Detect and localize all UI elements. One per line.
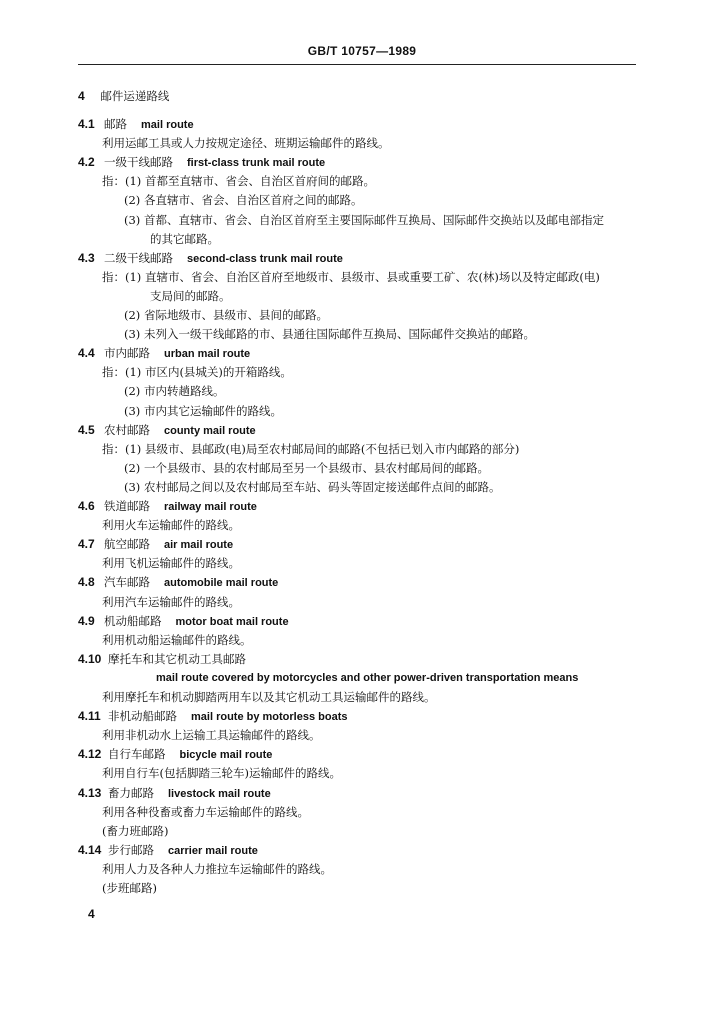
entry-definition-line: 指：(1) 直辖市、省会、自治区首府至地级市、县级市、县或重要工矿、农(林)场以及特定邮政(电) bbox=[102, 269, 600, 284]
entry-number: 4.13 bbox=[78, 785, 102, 800]
page-number: 4 bbox=[88, 907, 95, 921]
entry-definition-line: 利用机动船运输邮件的路线。 bbox=[102, 632, 252, 647]
entry-definition-line: 支局间的邮路。 bbox=[150, 288, 231, 303]
entry-term: 邮路 bbox=[104, 117, 127, 131]
entry-term: 农村邮路 bbox=[104, 422, 150, 437]
entry-english-term: first-class trunk mail route bbox=[187, 157, 326, 170]
entry-heading bbox=[78, 346, 250, 361]
entry-heading bbox=[78, 709, 347, 724]
entry-definition-line: (3) 首都、直辖市、省会、自治区首府至主要国际邮件互换局、国际邮件交换站以及邮电部指定 bbox=[124, 212, 604, 227]
entry-definition-line: 利用火车运输邮件的路线。 bbox=[102, 518, 240, 533]
entry-term: 市内邮路 bbox=[104, 346, 150, 361]
entry-english-term: railway mail route bbox=[164, 501, 257, 513]
entry-term: 自行车邮路 bbox=[108, 747, 166, 762]
entry-term: 一级干线邮路 bbox=[104, 155, 173, 170]
entry-english-term: bicycle mail route bbox=[179, 749, 273, 762]
entry-number: 4.8 bbox=[78, 575, 95, 590]
entry-term: 非机动船邮路 bbox=[108, 709, 177, 724]
entry-english-term: air mail route bbox=[164, 539, 234, 552]
entry-number: 4.7 bbox=[78, 537, 95, 552]
entry-number: 4.10 bbox=[78, 651, 102, 666]
entry-definition-line: 指：(1) 首都至直辖市、省会、自治区首府间的邮路。 bbox=[102, 174, 375, 189]
entry-english-term: mail route by motorless boats bbox=[191, 711, 348, 724]
entry-definition-line: (畜力班邮路) bbox=[102, 823, 169, 838]
entry-definition-line: (3) 市内其它运输邮件的路线。 bbox=[124, 403, 282, 418]
entry-definition-line: (2) 市内转趟路线。 bbox=[124, 384, 225, 399]
entry-number: 4.2 bbox=[78, 155, 95, 170]
entry-term: 机动船邮路 bbox=[104, 613, 162, 628]
entry-number: 4.1 bbox=[78, 117, 95, 131]
entry-heading bbox=[78, 843, 258, 858]
entry-definition-line: 利用人力及各种人力推拉车运输邮件的路线。 bbox=[102, 861, 332, 876]
section-heading bbox=[78, 89, 169, 103]
entry-number: 4.5 bbox=[78, 422, 95, 437]
entry-definition-line: 利用摩托车和机动脚踏两用车以及其它机动工具运输邮件的路线。 bbox=[102, 690, 436, 704]
entry-definition-line: (2) 各直辖市、省会、自治区首府之间的邮路。 bbox=[124, 193, 363, 208]
section-title: 邮件运递路线 bbox=[100, 89, 170, 103]
entry-definition-line: (步班邮路) bbox=[102, 881, 157, 895]
entry-number: 4.14 bbox=[78, 842, 102, 857]
entry-heading bbox=[78, 614, 289, 629]
entry-english-term: automobile mail route bbox=[164, 577, 279, 590]
entry-heading bbox=[78, 423, 256, 438]
entry-definition-line: (2) 一个县级市、县的农村邮局至另一个县级市、县农村邮局间的邮路。 bbox=[124, 460, 489, 475]
standard-code-header: GB/T 10757—1989 bbox=[307, 44, 417, 58]
entry-term: 汽车邮路 bbox=[104, 575, 150, 590]
entry-number: 4.12 bbox=[78, 747, 102, 762]
entry-definition-line: 利用非机动水上运输工具运输邮件的路线。 bbox=[102, 728, 321, 743]
entry-definition-line: 指：(1) 县级市、县邮政(电)局至农村邮局间的邮路(不包括已划入市内邮路的部分) bbox=[102, 441, 520, 456]
entry-heading bbox=[78, 575, 278, 590]
entry-number: 4.3 bbox=[78, 250, 95, 265]
entry-number: 4.9 bbox=[78, 613, 95, 628]
entry-definition-line: 的其它邮路。 bbox=[150, 231, 219, 246]
entry-number: 4.11 bbox=[78, 709, 101, 724]
entry-definition-line: 利用汽车运输邮件的路线。 bbox=[102, 594, 240, 609]
entry-heading bbox=[78, 537, 233, 552]
entry-number: 4.4 bbox=[78, 346, 95, 361]
entry-english-term: mail route covered by motorcycles and other power-driven transportation means bbox=[156, 671, 579, 684]
entry-english-term: mail route bbox=[141, 119, 194, 131]
entry-english-term: second-class trunk mail route bbox=[187, 252, 343, 265]
entry-definition-line: 利用飞机运输邮件的路线。 bbox=[102, 556, 240, 571]
entry-term: 畜力邮路 bbox=[108, 785, 154, 800]
entry-term: 航空邮路 bbox=[104, 537, 150, 552]
entry-definition-line: (3) 未列入一级干线邮路的市、县通往国际邮件互换局、国际邮件交换站的邮路。 bbox=[124, 327, 535, 342]
entry-definition-line: (3) 农村邮局之间以及农村邮局至车站、码头等固定接送邮件点间的邮路。 bbox=[124, 479, 501, 494]
entry-heading bbox=[78, 747, 272, 762]
entry-term: 步行邮路 bbox=[108, 842, 154, 857]
section-number: 4 bbox=[78, 89, 85, 103]
entry-english-term: carrier mail route bbox=[168, 844, 258, 857]
entry-heading bbox=[78, 117, 194, 132]
entry-english-term: urban mail route bbox=[164, 348, 251, 361]
header-rule bbox=[78, 64, 636, 65]
entry-definition-line: 利用自行车(包括脚踏三轮车)运输邮件的路线。 bbox=[102, 766, 341, 781]
entry-term: 铁道邮路 bbox=[104, 499, 150, 513]
entry-definition-line: 利用运邮工具或人力按规定途径、班期运输邮件的路线。 bbox=[102, 136, 390, 151]
entry-term: 二级干线邮路 bbox=[104, 250, 173, 265]
entry-english-term: county mail route bbox=[164, 424, 256, 437]
entry-term: 摩托车和其它机动工具邮路 bbox=[108, 651, 246, 666]
entry-english-term: livestock mail route bbox=[168, 787, 271, 800]
entry-heading bbox=[78, 251, 343, 266]
entry-heading bbox=[78, 499, 257, 514]
entry-heading bbox=[78, 786, 271, 801]
entry-heading bbox=[78, 652, 246, 666]
entry-definition-line: 指：(1) 市区内(县城关)的开箱路线。 bbox=[102, 365, 292, 380]
entry-number: 4.6 bbox=[78, 499, 95, 513]
entry-english-term: motor boat mail route bbox=[175, 615, 289, 628]
entry-heading bbox=[78, 155, 325, 170]
entry-definition-line: (2) 省际地级市、县级市、县间的邮路。 bbox=[124, 308, 328, 322]
entry-definition-line: 利用各种役畜或畜力车运输邮件的路线。 bbox=[102, 804, 309, 819]
